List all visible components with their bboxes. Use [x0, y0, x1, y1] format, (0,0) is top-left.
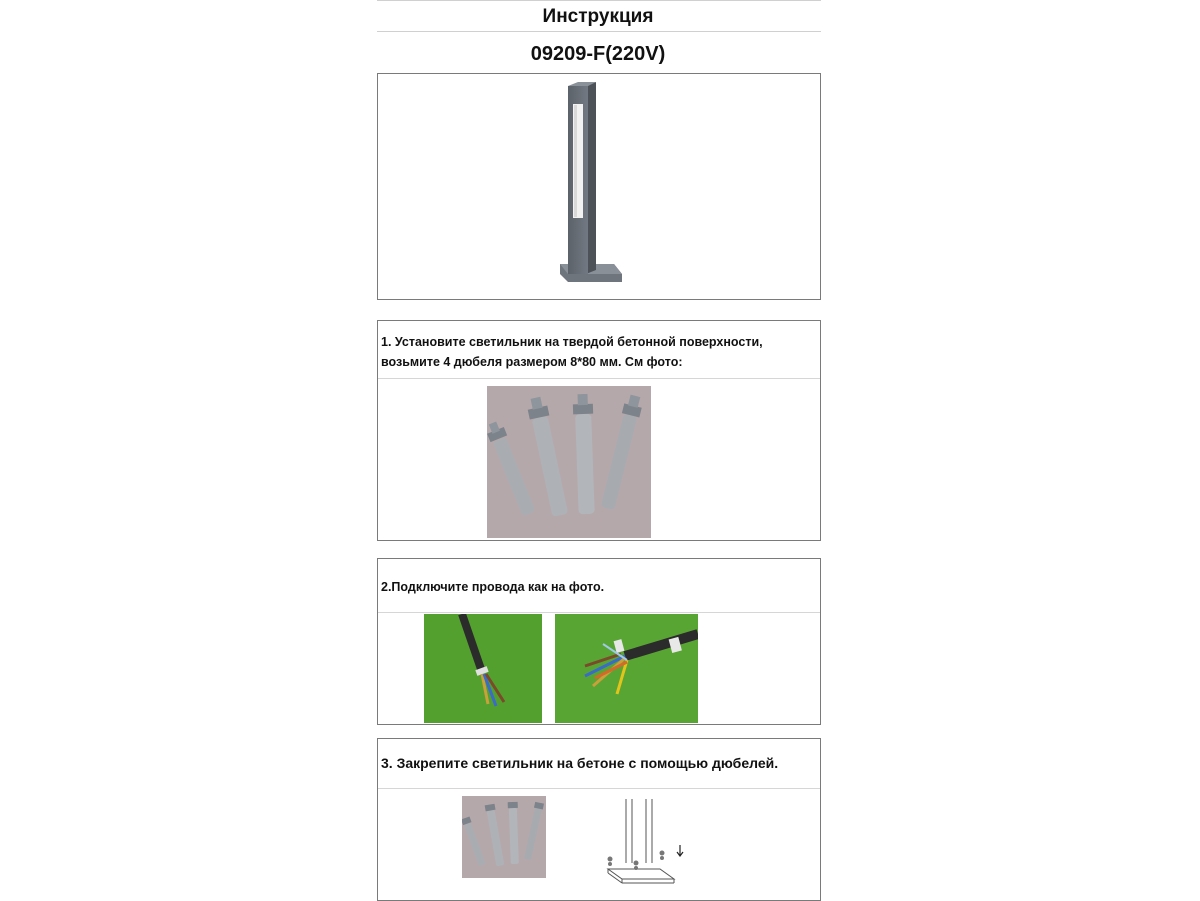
step-2-divider [378, 612, 820, 613]
product-image-box [377, 73, 821, 300]
bollard-lamp-image [378, 74, 820, 299]
page-title: Инструкция [542, 6, 654, 27]
title-top-border [377, 0, 821, 1]
step-2-box [377, 558, 821, 725]
step-1-text: 1. Установите светильник на твердой бетонной поверхности, возьмите 4 дюбеля размером 8*80 мм. См фото: [381, 335, 763, 369]
wire-connection-photo [555, 614, 698, 723]
model-number: 09209-F(220V) [530, 43, 666, 65]
step-3-divider [378, 788, 820, 789]
anchor-bolts-photo [487, 386, 651, 538]
wire-photo [424, 614, 542, 723]
mounting-diagram [600, 793, 690, 893]
step-3-box [377, 738, 821, 901]
instruction-document [377, 0, 821, 900]
step-1-divider [378, 378, 820, 379]
step-1-box [377, 320, 821, 541]
step-2-text: 2.Подключите провода как на фото. [381, 580, 605, 594]
step-3-text: 3. Закрепите светильник на бетоне с помощью дюбелей. [381, 755, 779, 771]
title-divider [377, 31, 821, 32]
anchor-bolts-small-photo [462, 796, 546, 878]
